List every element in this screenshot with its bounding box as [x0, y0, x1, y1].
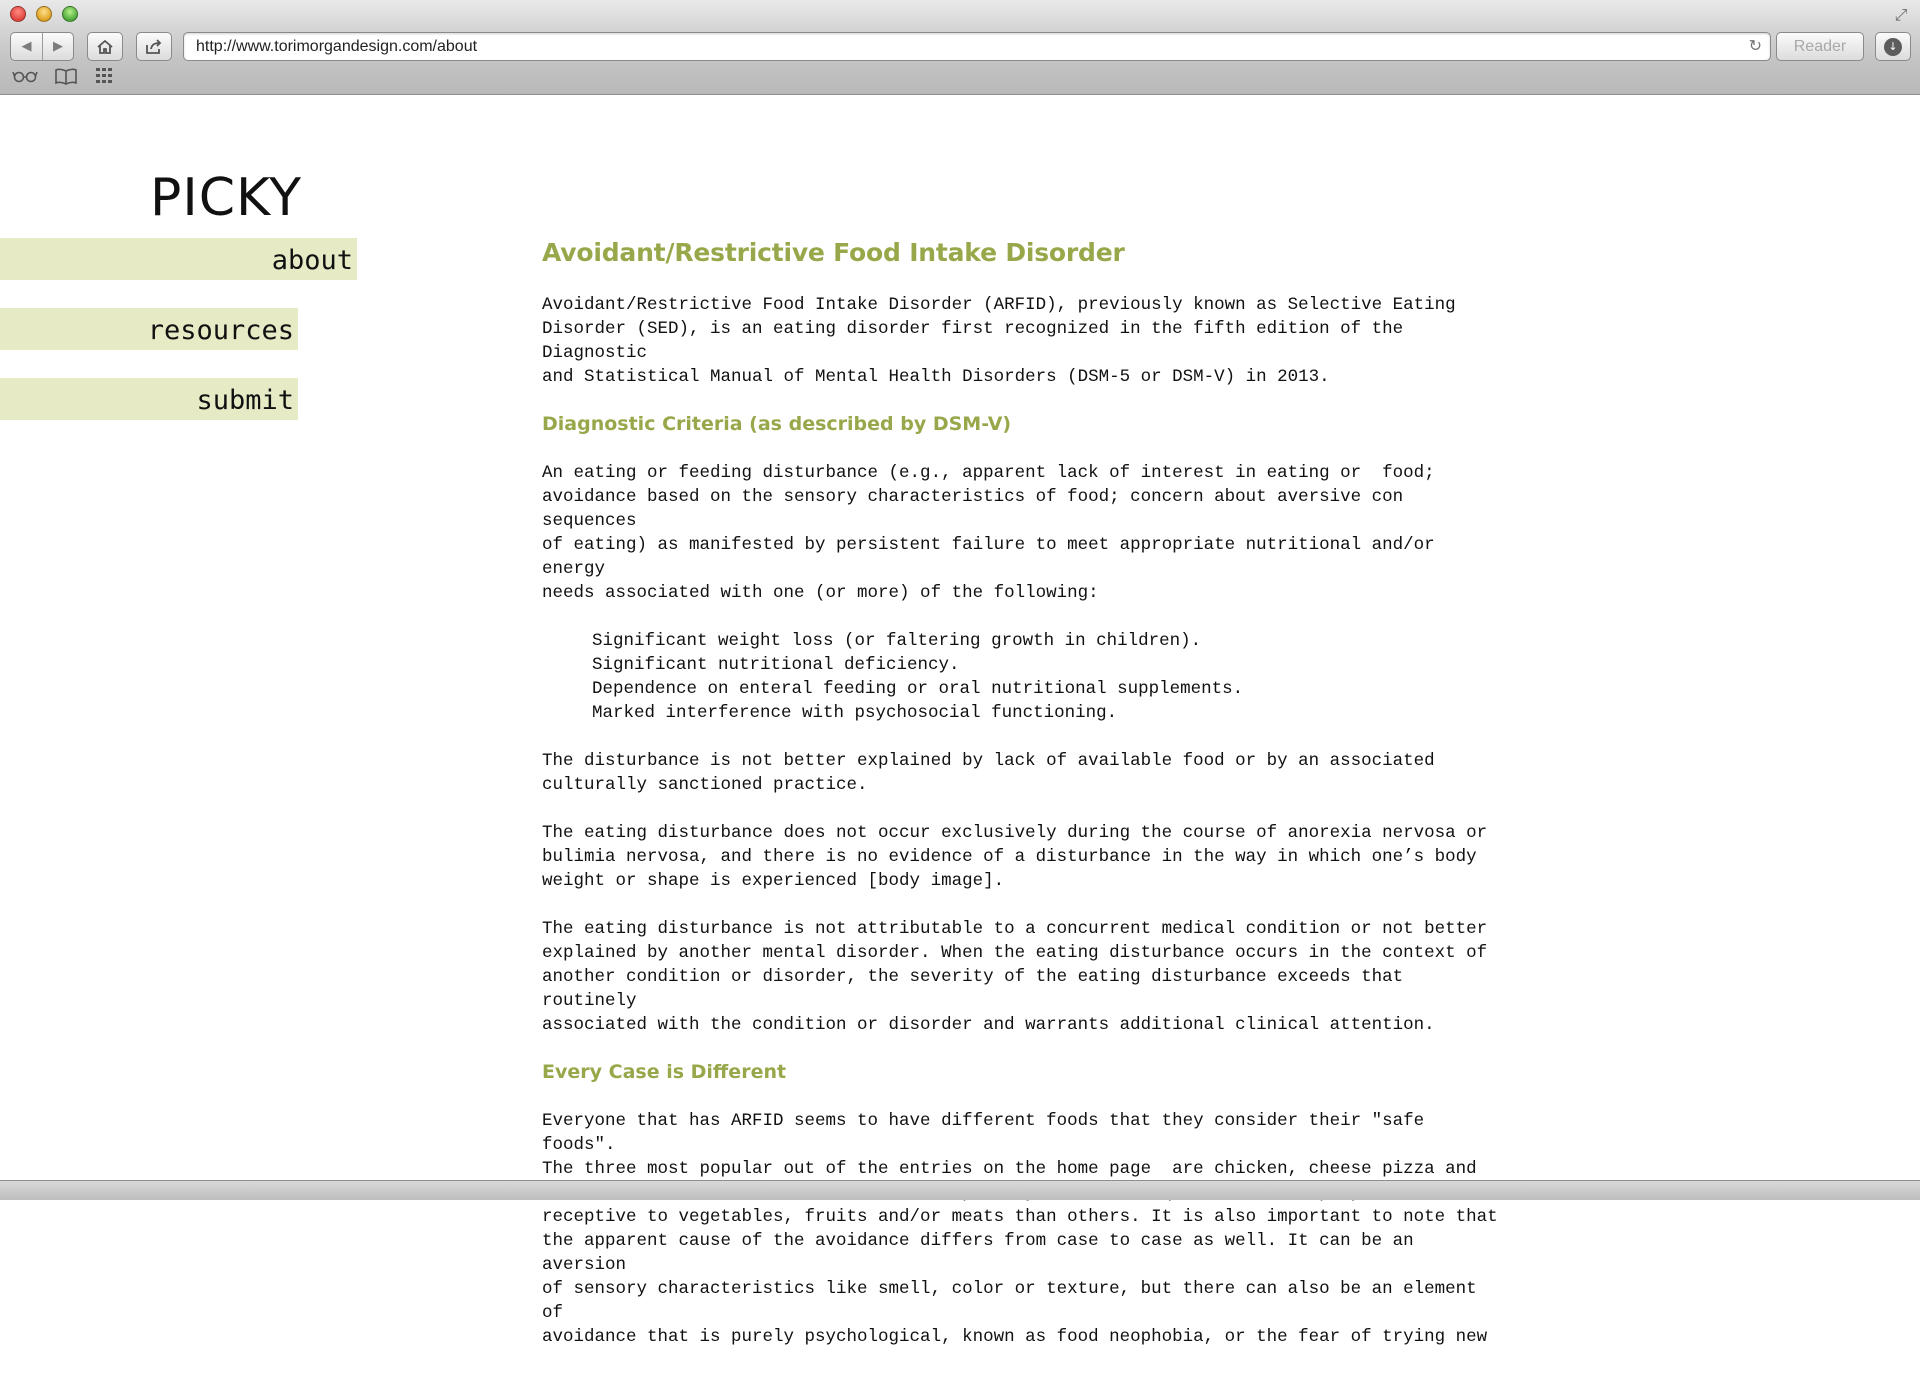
browser-toolbar [0, 0, 1920, 95]
nav-submit-link[interactable]: submit [0, 378, 298, 420]
reader-button[interactable]: Reader [1776, 32, 1864, 61]
share-button[interactable] [136, 32, 172, 61]
criteria-list [542, 629, 1502, 725]
page-heading: Avoidant/Restrictive Food Intake Disorder [542, 238, 1125, 267]
zoom-window-button[interactable] [62, 6, 78, 22]
share-icon [144, 39, 164, 55]
fullscreen-icon[interactable]: ⤢ [1894, 5, 1908, 24]
list-item: Significant nutritional deficiency. [592, 655, 960, 675]
reload-icon[interactable]: ↻ [1748, 36, 1762, 55]
criterion-d-paragraph: The eating disturbance is not attributable to a concurrent medical condition or not better explained by another mental disorder. When the eating disturbance occurs in the context of another condition or disorder, the severity of the eating disturbance exceeds that routinely associated with the condition or disorder and warrants additional clinical attention. [542, 919, 1488, 1035]
nav-resources-link[interactable]: resources [0, 308, 298, 350]
nav-about-link[interactable]: about [0, 238, 357, 280]
list-item: Significant weight loss (or faltering growth in children). [592, 631, 1202, 651]
address-bar[interactable] [183, 32, 1771, 61]
back-arrow-icon[interactable]: ◀ [21, 39, 32, 54]
criterion-b-paragraph: The disturbance is not better explained by lack of available food or by an associated culturally sanctioned practice. [542, 751, 1435, 795]
every-case-heading: Every Case is Different [542, 1061, 787, 1083]
book-icon[interactable] [54, 66, 78, 88]
criteria-heading: Diagnostic Criteria (as described by DSM-V) [542, 413, 1012, 435]
web-page [0, 96, 1920, 1347]
close-window-button[interactable] [10, 6, 26, 22]
forward-arrow-icon[interactable]: ▶ [42, 33, 73, 60]
url-text[interactable]: http://www.torimorgandesign.com/about [196, 38, 478, 55]
minimize-window-button[interactable] [36, 6, 52, 22]
glasses-icon[interactable] [12, 66, 38, 88]
home-button[interactable] [87, 32, 123, 61]
grid-icon[interactable] [95, 66, 117, 88]
downloads-button[interactable] [1875, 32, 1911, 61]
site-title[interactable]: PICKY [150, 168, 303, 228]
intro-paragraph: Avoidant/Restrictive Food Intake Disorder (ARFID), previously known as Selective Eating Disorder (SED), is an eating disorder first recognized in the fifth edition of the Diagnostic and Statistical Manual of Mental Health Disorders (DSM-5 or DSM-V) in 2013. [542, 295, 1456, 387]
criteria-intro-paragraph: An eating or feeding disturbance (e.g., apparent lack of interest in eating or food; avoidance based on the sensory characteristics of food; concern about aversive con sequences of eating) as manifested by persistent failure to meet appropriate nutritional and/or energy needs associated with one (or more) of the following: [542, 463, 1435, 603]
list-item: Marked interference with psychosocial functioning. [592, 703, 1118, 723]
download-icon: ↓ [1884, 38, 1902, 56]
back-forward-group [10, 32, 74, 61]
list-item: Dependence on enteral feeding or oral nutritional supplements. [592, 679, 1244, 699]
main-content [542, 238, 1502, 1373]
home-icon [96, 39, 114, 55]
every-case-paragraph: Everyone that has ARFID seems to have different foods that they consider their "safe foods". The three most popular out of the entries on the home page are chicken, cheese pizza and receptive to vegetables, fruits and/or meats than others. It is also important to note that the apparent cause of the avoidance differs from case to case as well. It can be an aversion of sensory characteristics like smell, color or texture, but there can also be an element of avoidance that is purely psychological, known as food neophobia, or the fear of trying new [542, 1111, 1498, 1347]
criterion-c-paragraph: The eating disturbance does not occur exclusively during the course of anorexia nervosa or bulimia nervosa, and there is no evidence of a disturbance in the way in which one’s body weight or shape is experienced [body image]. [542, 823, 1488, 891]
status-bar [0, 1180, 1920, 1200]
